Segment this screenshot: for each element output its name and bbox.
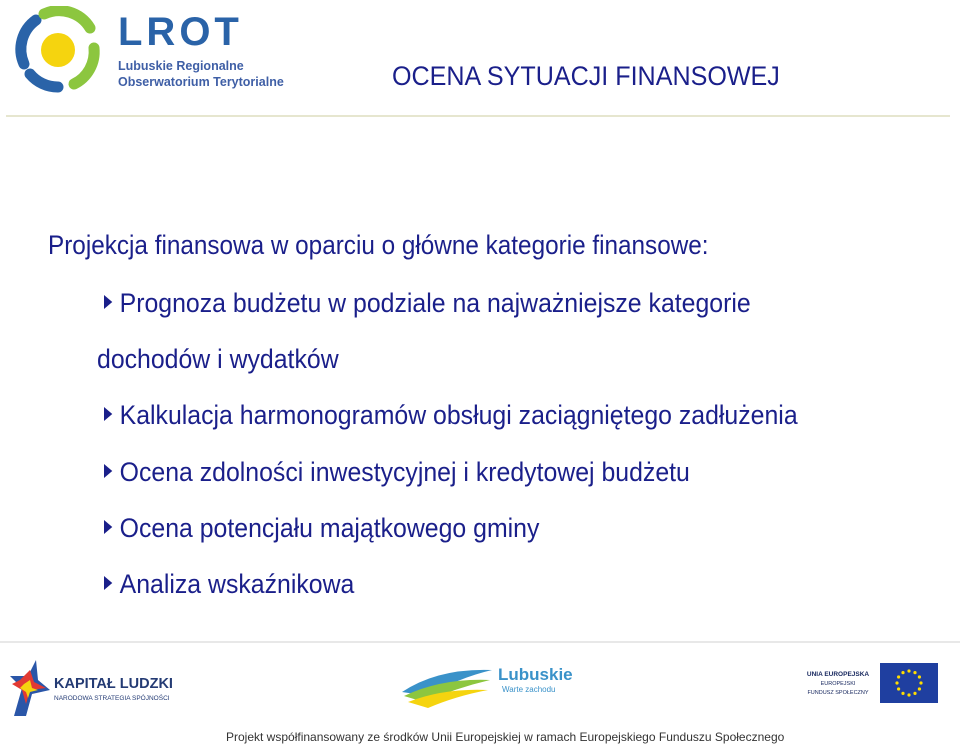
lubuskie-subtitle: Warte zachodu xyxy=(502,685,556,694)
footer-cofinancing-note: Projekt współfinansowany ze środków Unii Europejskiej w ramach Europejskiego Funduszu Społecznego xyxy=(226,730,785,744)
page-title: OCENA SYTUACJI FINANSOWEJ xyxy=(392,61,780,91)
lubuskie-logo xyxy=(398,662,578,710)
bullet-text: Ocena zdolności inwestycyjnej i kredytowej budżetu xyxy=(119,457,690,487)
eu-logo xyxy=(800,663,945,707)
bullet-arrow-icon xyxy=(104,407,112,421)
slide-header xyxy=(0,0,960,118)
bullet-arrow-icon xyxy=(104,295,112,309)
kapital-ludzki-subtitle: NARODOWA STRATEGIA SPÓJNOŚCI xyxy=(54,695,170,702)
lrot-logo-line2: Obserwatorium Terytorialne xyxy=(118,75,284,89)
footer-divider xyxy=(0,641,960,643)
bullet-item xyxy=(104,402,798,429)
intro-text: Projekcja finansowa w oparciu o główne kategorie finansowe: xyxy=(48,230,709,260)
bullet-text: Analiza wskaźnikowa xyxy=(119,569,355,599)
bullet-text: Prognoza budżetu w podziale na najważniejsze kategorie xyxy=(119,288,751,318)
lubuskie-wave-icon xyxy=(398,662,496,710)
bullet-item xyxy=(104,290,751,317)
kapital-ludzki-star-icon xyxy=(6,658,52,720)
eu-line1: UNIA EUROPEJSKA xyxy=(806,671,870,678)
lrot-logo-line1: Lubuskie Regionalne xyxy=(118,59,244,73)
kapital-ludzki-title: KAPITAŁ LUDZKI xyxy=(54,676,173,692)
eu-flag-icon xyxy=(880,663,938,703)
bullet-text: Ocena potencjału majątkowego gminy xyxy=(119,513,540,543)
header-divider xyxy=(6,115,950,117)
eu-line2: EUROPEJSKI xyxy=(820,681,856,687)
bullet-arrow-icon xyxy=(104,464,112,478)
kapital-ludzki-logo xyxy=(6,658,206,720)
bullet-arrow-icon xyxy=(104,520,112,534)
bullet-arrow-icon xyxy=(104,576,112,590)
bullet-item xyxy=(104,459,690,486)
lrot-emblem-icon xyxy=(12,6,112,98)
bullet-item-continuation: dochodów i wydatków xyxy=(97,344,339,374)
eu-line3: FUNDUSZ SPOŁECZNY xyxy=(807,690,869,696)
lrot-logo-wordmark: LROT xyxy=(118,10,243,54)
bullet-text: Kalkulacja harmonogramów obsługi zaciągniętego zadłużenia xyxy=(119,400,798,430)
bullet-item xyxy=(104,571,354,598)
lubuskie-title: Lubuskie xyxy=(498,665,573,684)
bullet-item xyxy=(104,515,539,542)
lrot-logo xyxy=(12,6,292,98)
